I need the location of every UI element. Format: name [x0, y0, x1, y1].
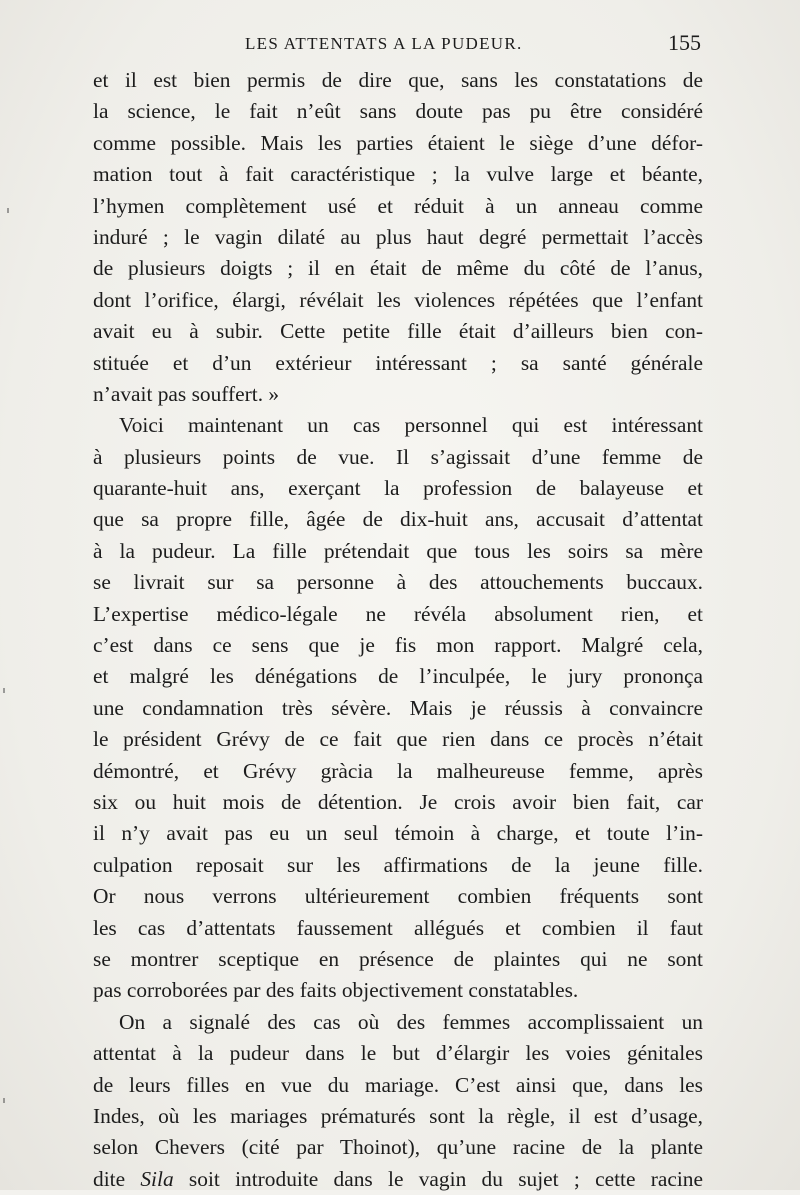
text-line: une condamnation très sévère. Mais je réussis à convaincre	[93, 695, 703, 720]
margin-mark	[7, 208, 9, 213]
text-line: se montrer sceptique en présence de plaintes qui ne sont	[93, 946, 703, 971]
text-line: démontré, et Grévy gràcia la malheureuse femme, après	[93, 758, 703, 783]
text-line: l’hymen complètement usé et réduit à un anneau comme	[93, 193, 703, 218]
text-line: dont l’orifice, élargi, révélait les violences répétées que l’enfant	[93, 287, 703, 312]
text-line: la science, le fait n’eût sans doute pas pu être considéré	[93, 99, 703, 124]
italic-term: Sila	[140, 1166, 174, 1191]
text-line: à plusieurs points de vue. Il s’agissait d’une femme de	[93, 444, 703, 469]
text-segment: soit introduite dans le vagin du sujet ; cette racine	[188, 1166, 703, 1191]
text-line: le président Grévy de ce fait que rien dans ce procès n’était	[93, 727, 703, 752]
text-line: six ou huit mois de détention. Je crois avoir bien fait, car	[93, 789, 703, 814]
text-segment: dite	[93, 1166, 126, 1191]
text-line: induré ; le vagin dilaté au plus haut degré permettait l’accès	[93, 224, 703, 249]
margin-mark	[3, 1098, 5, 1103]
text-line: L’expertise médico-légale ne révéla absolument rien, et	[93, 601, 703, 626]
text-line: de leurs filles en vue du mariage. C’est ainsi que, dans les	[93, 1072, 703, 1097]
text-line: comme possible. Mais les parties étaient le siège d’une défor-	[93, 130, 703, 155]
text-line: selon Chevers (cité par Thoinot), qu’une racine de la plante	[93, 1135, 703, 1160]
text-line: Or nous verrons ultérieurement combien fréquents sont	[93, 884, 703, 909]
text-line: à la pudeur. La fille prétendait que tous les soirs sa mère	[93, 538, 703, 563]
text-line: n’avait pas souffert. »	[93, 381, 280, 406]
text-line: et il est bien permis de dire que, sans les constatations de	[93, 68, 703, 92]
text-line: c’est dans ce sens que je fis mon rapport. Malgré cela,	[93, 633, 703, 658]
text-line: et malgré les dénégations de l’inculpée, le jury prononça	[93, 664, 703, 689]
text-line: mation tout à fait caractéristique ; la vulve large et béante,	[93, 162, 703, 187]
text-line: Indes, où les mariages prématurés sont la règle, il est d’usage,	[93, 1103, 703, 1128]
paragraph-first-line: Voici maintenant un cas personnel qui est intéressant	[119, 413, 703, 438]
paragraph-first-line: On a signalé des cas où des femmes accomplissaient un	[119, 1009, 703, 1034]
text-line: de plusieurs doigts ; il en était de même du côté de l’anus,	[93, 256, 703, 281]
text-line: stituée et d’un extérieur intéressant ; sa santé générale	[93, 350, 703, 375]
text-line: pas corroborées par des faits objectivement constatables.	[93, 978, 579, 1003]
body-text	[93, 65, 703, 1195]
text-line: avait eu à subir. Cette petite fille était d’ailleurs bien con-	[93, 319, 703, 344]
running-title: LES ATTENTATS A LA PUDEUR.	[245, 34, 523, 53]
text-line-with-italic	[93, 1164, 703, 1195]
page-header	[93, 30, 703, 60]
text-line: attentat à la pudeur dans le but d’élargir les voies génitales	[93, 1041, 703, 1066]
margin-mark	[3, 688, 5, 693]
text-line: il n’y avait pas eu un seul témoin à charge, et toute l’in-	[93, 821, 703, 846]
text-line: que sa propre fille, âgée de dix-huit ans, accusait d’attentat	[93, 507, 703, 532]
text-line: se livrait sur sa personne à des attouchements buccaux.	[93, 570, 703, 595]
text-line: quarante-huit ans, exerçant la profession de balayeuse et	[93, 476, 703, 501]
text-line: les cas d’attentats faussement allégués et combien il faut	[93, 915, 703, 940]
page-number: 155	[668, 30, 701, 55]
text-line: culpation reposait sur les affirmations de la jeune fille.	[93, 852, 703, 877]
